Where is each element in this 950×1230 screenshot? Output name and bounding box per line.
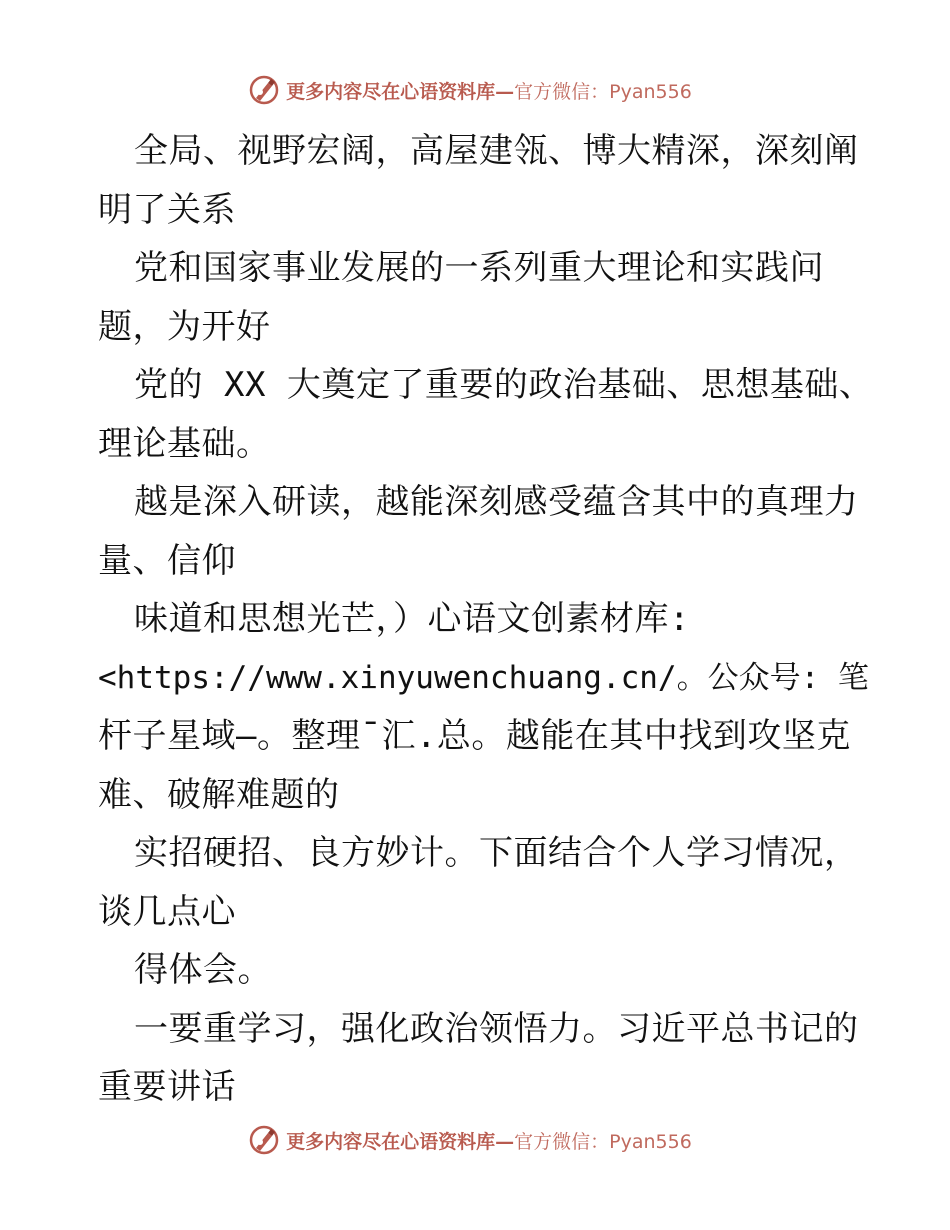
text-line-url: <https://www.xinyuwenchuang.cn/。公众号: 笔 xyxy=(98,659,869,696)
text-line: 明了关系 xyxy=(98,189,236,230)
banner-text xyxy=(286,77,692,104)
footer-banner xyxy=(0,1120,950,1160)
document-body xyxy=(98,122,874,1117)
pen-logo-icon xyxy=(248,1124,280,1156)
text-line: 越是深入研读，越能深刻感受蕴含其中的真理力 xyxy=(134,482,859,522)
banner-main-text: 更多内容尽在心语资料库— xyxy=(286,80,515,103)
banner-inner xyxy=(248,74,692,106)
text-line: 全局、视野宏阔，高屋建瓴、博大精深，深刻阐 xyxy=(134,131,859,171)
text-line: 谈几点心 xyxy=(98,891,236,932)
text-line: 杆子星域—。整理¯汇.总。越能在其中找到攻坚克 xyxy=(98,716,851,756)
text-line: 重要讲话 xyxy=(98,1067,236,1107)
header-banner xyxy=(0,70,950,110)
pen-logo-icon xyxy=(248,74,280,106)
text-line: 一要重学习，强化政治领悟力。习近平总书记的 xyxy=(134,1008,859,1049)
text-line: 党的 XX 大奠定了重要的政治基础、思想基础、 xyxy=(134,365,874,405)
banner-wechat-text: 官方微信：Pyan556 xyxy=(514,80,692,103)
text-line: 得体会。 xyxy=(134,950,272,990)
text-line: 题，为开好 xyxy=(98,306,271,347)
banner-inner xyxy=(248,1124,692,1156)
text-line: 党和国家事业发展的一系列重大理论和实践问 xyxy=(134,248,824,288)
banner-main-text: 更多内容尽在心语资料库— xyxy=(286,1130,515,1153)
banner-text xyxy=(286,1127,692,1154)
text-line: 量、信仰 xyxy=(98,540,236,581)
text-line: 理论基础。 xyxy=(98,423,271,464)
text-line: 实招硬招、良方妙计。下面结合个人学习情况， xyxy=(134,833,859,873)
text-line: 难、破解难题的 xyxy=(98,774,340,815)
banner-wechat-text: 官方微信：Pyan556 xyxy=(514,1130,692,1153)
text-line: 味道和思想光芒，）心语文创素材库: xyxy=(134,599,690,639)
